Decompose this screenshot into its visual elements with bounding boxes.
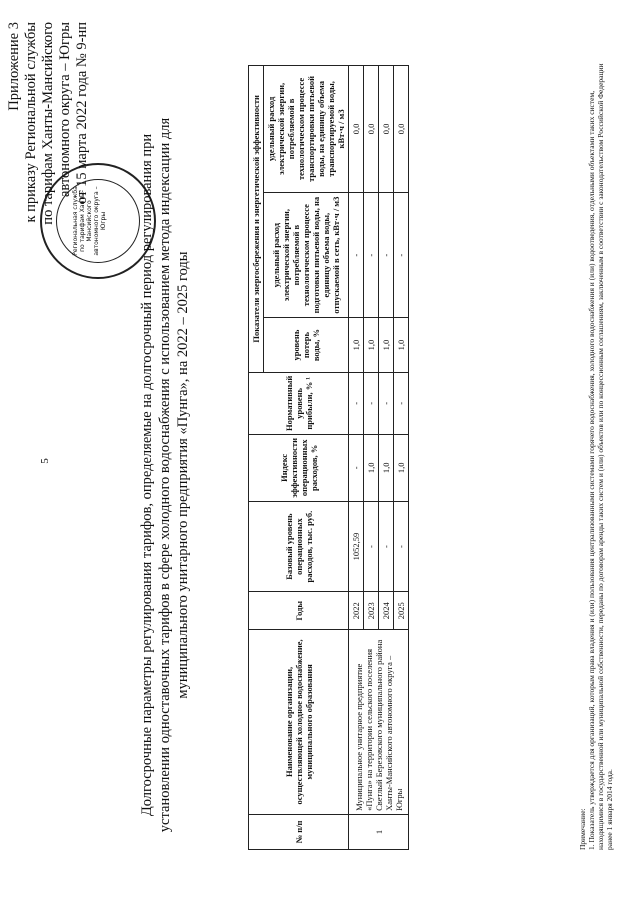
cell-spec-water: - bbox=[364, 192, 379, 318]
header-energy-group: Показатели энергосбережения и энергетической эффективности bbox=[249, 66, 264, 373]
header-year: Годы bbox=[249, 592, 349, 630]
cell-norm: - bbox=[364, 372, 379, 434]
cell-base: - bbox=[394, 501, 409, 592]
cell-losses: 1,0 bbox=[379, 318, 394, 372]
header-organization: Наименование организации, осуществляющей холодное водоснабжение, муниципального образования bbox=[249, 629, 349, 814]
cell-year: 2022 bbox=[349, 592, 364, 630]
header-water-losses: уровень потерь воды, % bbox=[264, 318, 349, 372]
header-efficiency-index: Индекс эффективности операционных расходов, % bbox=[249, 435, 349, 502]
cell-losses: 1,0 bbox=[394, 318, 409, 372]
header-normative-profit: Нормативный уровень прибыли, % ¹ bbox=[249, 372, 349, 434]
cell-norm: - bbox=[379, 372, 394, 434]
cell-spec-water: - bbox=[349, 192, 364, 318]
header-specific-energy-transport: удельный расход электрической энергии, потребляемой в технологическом процессе транспортировки питьевой воды, на единицу объема транспортируемой воды, кВт·ч / м3 bbox=[264, 66, 349, 193]
header-base-level: Базовый уровень операционных расходов, тыс. руб. bbox=[249, 501, 349, 592]
cell-spec-transport: 0,0 bbox=[379, 66, 394, 193]
appendix-line: к приказу Региональной службы bbox=[23, 22, 39, 223]
cell-losses: 1,0 bbox=[349, 318, 364, 372]
cell-spec-transport: 0,0 bbox=[349, 66, 364, 193]
header-num: № п/п bbox=[249, 814, 349, 849]
cell-index: 1,0 bbox=[364, 435, 379, 502]
title-line: Долгосрочные параметры регулирования тарифов, определяемые на долгосрочный период регулирования при bbox=[139, 133, 155, 817]
cell-norm: - bbox=[349, 372, 364, 434]
seal-text: Региональная служба по тарифам Ханты-Мансийского автономного округа – Югры bbox=[72, 186, 107, 256]
parameters-table bbox=[248, 65, 409, 850]
organization-name: Муниципальное унитарное предприятие «Пунга» на территории сельского поселения Светлый Березовского муниципального района Ханты-Мансийского автономного округа – Югры bbox=[349, 629, 409, 814]
cell-base: - bbox=[364, 501, 379, 592]
cell-index: 1,0 bbox=[394, 435, 409, 502]
footnote bbox=[578, 50, 614, 850]
appendix-line: от 15 марта 2022 года № 9-нп bbox=[74, 22, 90, 204]
footnote-text: 1. Показатель утверждается для организаций, которым права владения и (или) пользования централизованными системами горячего водоснабжения, холодного водоснабжения и (или) водоотведения, отдельными объектами таких систем, находящимися в государственной или муниципальной собственности, переданы по договорам аренды таких систем и (или) объектов или по концессионным соглашениям, заключенным в соответствии с законодательством Российской Федерации ранее 1 января 2014 года. bbox=[587, 63, 614, 850]
cell-losses: 1,0 bbox=[364, 318, 379, 372]
title-line: установлении одноставочных тарифов в сфере холодного водоснабжения с использованием метода индексации для bbox=[157, 117, 173, 833]
cell-spec-water: - bbox=[379, 192, 394, 318]
cell-base: 1052,59 bbox=[349, 501, 364, 592]
document-title bbox=[138, 85, 192, 865]
cell-base: - bbox=[379, 501, 394, 592]
table-row bbox=[349, 66, 364, 850]
cell-norm: - bbox=[394, 372, 409, 434]
appendix-line: Приложение 3 bbox=[6, 22, 22, 111]
cell-spec-water: - bbox=[394, 192, 409, 318]
cell-year: 2025 bbox=[394, 592, 409, 630]
page-number: 5 bbox=[38, 458, 51, 464]
cell-year: 2024 bbox=[379, 592, 394, 630]
cell-index: - bbox=[349, 435, 364, 502]
row-number: 1 bbox=[349, 814, 409, 849]
cell-year: 2023 bbox=[364, 592, 379, 630]
header-specific-energy-preparation: удельный расход электрической энергии, потребляемой в технологическом процессе подготовки питьевой воды, на единицу объема воды, отпускаемой в сеть, кВт·ч / м3 bbox=[264, 192, 349, 318]
footnote-heading: Примечание: bbox=[578, 808, 587, 850]
appendix-line: автономного округа – Югры bbox=[57, 22, 73, 198]
cell-index: 1,0 bbox=[379, 435, 394, 502]
cell-spec-transport: 0,0 bbox=[364, 66, 379, 193]
appendix-block bbox=[6, 22, 91, 252]
cell-spec-transport: 0,0 bbox=[394, 66, 409, 193]
header-row bbox=[249, 66, 264, 850]
title-line: муниципального унитарного предприятия «Пунга», на 2022 – 2025 годы bbox=[175, 251, 191, 699]
appendix-line: по тарифам Ханты-Мансийского bbox=[40, 22, 56, 225]
